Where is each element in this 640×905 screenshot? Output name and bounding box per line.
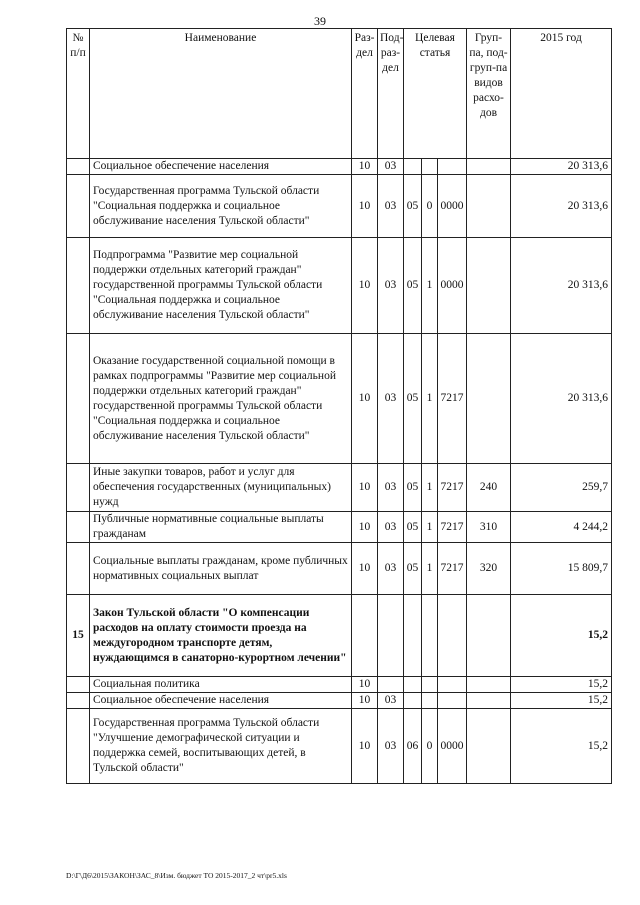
row-num: [67, 543, 90, 595]
row-name: Публичные нормативные социальные выплаты гражданам: [90, 512, 352, 543]
row-amount-2015: 15,2: [511, 595, 612, 677]
row-num: [67, 693, 90, 709]
row-expense-group: [467, 159, 511, 175]
row-name: Государственная программа Тульской области "Социальная поддержка и социальное обслуживание населения Тульской области": [90, 175, 352, 238]
row-target-code: 7217: [438, 543, 467, 595]
header-section: Раз-дел: [352, 29, 378, 159]
row-expense-group: [467, 677, 511, 693]
row-section: 10: [352, 464, 378, 512]
row-section: 10: [352, 677, 378, 693]
table-row: [67, 677, 612, 693]
row-amount-2015: 20 313,6: [511, 175, 612, 238]
row-num: [67, 677, 90, 693]
row-target-subprogram: 0: [422, 709, 438, 784]
row-name: Подпрограмма "Развитие мер социальной поддержки отдельных категорий граждан" государственной программы Тульской области "Социальная поддержка и социальное обслуживание населения Тульской области": [90, 238, 352, 334]
budget-table: [66, 28, 612, 784]
row-subsection: 03: [378, 464, 404, 512]
row-target-subprogram: 1: [422, 512, 438, 543]
table-row: [67, 175, 612, 238]
row-name: Закон Тульской области "О компенсации расходов на оплату стоимости проезда на междугородном транспорте детям, нуждающимся в санаторно-курортном лечении": [90, 595, 352, 677]
header-target: Целевая статья: [404, 29, 467, 159]
row-target-subprogram: 1: [422, 334, 438, 464]
table-row: [67, 334, 612, 464]
row-num: [67, 512, 90, 543]
row-subsection: 03: [378, 709, 404, 784]
row-section: 10: [352, 238, 378, 334]
row-section: 10: [352, 175, 378, 238]
row-target-code: 7217: [438, 334, 467, 464]
row-num: [67, 464, 90, 512]
row-target-program: 05: [404, 238, 422, 334]
row-amount-2015: 20 313,6: [511, 238, 612, 334]
row-target-code: 0000: [438, 238, 467, 334]
row-section: 10: [352, 512, 378, 543]
row-target-program: [404, 693, 422, 709]
row-target-program: 05: [404, 175, 422, 238]
row-amount-2015: 20 313,6: [511, 334, 612, 464]
table-row: [67, 159, 612, 175]
row-target-program: [404, 677, 422, 693]
row-target-program: 05: [404, 512, 422, 543]
row-section: 10: [352, 543, 378, 595]
table-row: [67, 464, 612, 512]
row-num: 15: [67, 595, 90, 677]
header-name: Наименование: [90, 29, 352, 159]
row-name: Социальное обеспечение населения: [90, 159, 352, 175]
row-target-subprogram: 1: [422, 238, 438, 334]
header-row: [67, 29, 612, 159]
table-row: [67, 512, 612, 543]
row-target-code: 7217: [438, 512, 467, 543]
row-expense-group: [467, 709, 511, 784]
row-target-code: 0000: [438, 709, 467, 784]
row-target-code: [438, 595, 467, 677]
header-group: Груп-па, под-груп-па видов расхо-дов: [467, 29, 511, 159]
row-target-subprogram: 1: [422, 543, 438, 595]
row-subsection: 03: [378, 512, 404, 543]
row-expense-group: [467, 595, 511, 677]
row-target-code: [438, 693, 467, 709]
row-amount-2015: 15 809,7: [511, 543, 612, 595]
row-target-program: [404, 159, 422, 175]
row-section: [352, 595, 378, 677]
row-target-code: [438, 159, 467, 175]
row-target-subprogram: 0: [422, 175, 438, 238]
row-subsection: 03: [378, 693, 404, 709]
table-row: [67, 595, 612, 677]
row-subsection: 03: [378, 334, 404, 464]
row-target-subprogram: [422, 159, 438, 175]
row-amount-2015: 15,2: [511, 693, 612, 709]
row-target-program: 05: [404, 334, 422, 464]
row-target-subprogram: [422, 693, 438, 709]
row-target-code: [438, 677, 467, 693]
row-target-code: 7217: [438, 464, 467, 512]
row-name: Социальные выплаты гражданам, кроме публичных нормативных социальных выплат: [90, 543, 352, 595]
row-num: [67, 159, 90, 175]
row-subsection: 03: [378, 175, 404, 238]
row-amount-2015: 15,2: [511, 709, 612, 784]
row-amount-2015: 20 313,6: [511, 159, 612, 175]
row-expense-group: 320: [467, 543, 511, 595]
row-expense-group: 310: [467, 512, 511, 543]
row-name: Оказание государственной социальной помощи в рамках подпрограммы "Развитие мер социальной поддержки отдельных категорий граждан" государственной программы Тульской области "Социальная поддержка и социальное обслуживание населения Тульской области": [90, 334, 352, 464]
row-target-subprogram: 1: [422, 464, 438, 512]
row-section: 10: [352, 159, 378, 175]
row-amount-2015: 15,2: [511, 677, 612, 693]
row-amount-2015: 4 244,2: [511, 512, 612, 543]
row-subsection: 03: [378, 238, 404, 334]
row-num: [67, 709, 90, 784]
table-body: [67, 159, 612, 784]
row-target-code: 0000: [438, 175, 467, 238]
header-year: 2015 год: [511, 29, 612, 159]
row-name: Иные закупки товаров, работ и услуг для обеспечения государственных (муниципальных) нужд: [90, 464, 352, 512]
row-section: 10: [352, 693, 378, 709]
table-row: [67, 693, 612, 709]
row-target-program: 06: [404, 709, 422, 784]
table-row: [67, 709, 612, 784]
table-row: [67, 543, 612, 595]
row-target-subprogram: [422, 677, 438, 693]
row-num: [67, 175, 90, 238]
row-section: 10: [352, 334, 378, 464]
row-num: [67, 238, 90, 334]
row-subsection: 03: [378, 159, 404, 175]
footer-file-path: D:\Г\Д6\2015\ЗАКОН\ЗАС_8\Изм. бюджет ТО 2015-2017_2 чт\pr5.xls: [66, 871, 287, 880]
row-name: Социальная политика: [90, 677, 352, 693]
row-target-program: 05: [404, 543, 422, 595]
row-num: [67, 334, 90, 464]
row-subsection: [378, 677, 404, 693]
header-subsection: Под-раз-дел: [378, 29, 404, 159]
page-number: 39: [314, 14, 326, 28]
row-amount-2015: 259,7: [511, 464, 612, 512]
row-expense-group: [467, 175, 511, 238]
row-name: Социальное обеспечение населения: [90, 693, 352, 709]
table-row: [67, 238, 612, 334]
row-name: Государственная программа Тульской области "Улучшение демографической ситуации и поддержка семей, воспитывающих детей, в Тульской области": [90, 709, 352, 784]
row-subsection: 03: [378, 543, 404, 595]
row-expense-group: [467, 334, 511, 464]
row-section: 10: [352, 709, 378, 784]
row-target-program: 05: [404, 464, 422, 512]
header-num: № п/п: [67, 29, 90, 159]
row-target-program: [404, 595, 422, 677]
row-subsection: [378, 595, 404, 677]
row-expense-group: [467, 238, 511, 334]
row-target-subprogram: [422, 595, 438, 677]
row-expense-group: 240: [467, 464, 511, 512]
row-expense-group: [467, 693, 511, 709]
